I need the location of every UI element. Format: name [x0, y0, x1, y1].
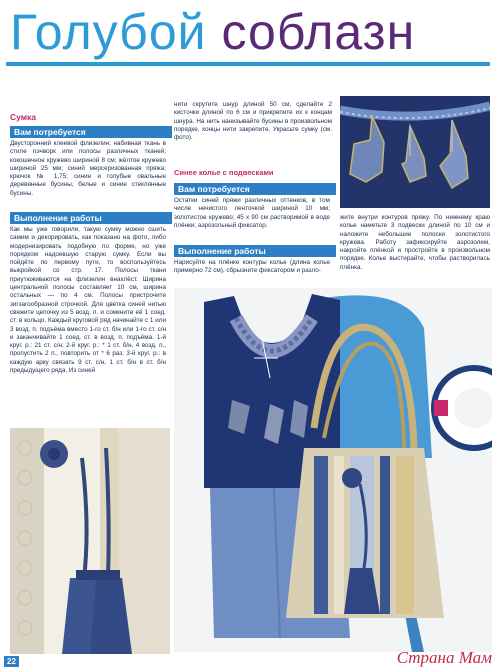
title-part-1: Голубой — [10, 4, 207, 60]
bag-work-label: Выполнение работы — [10, 212, 172, 224]
bag-work-continued: нити скрутите шнур длиной 50 см, сделайте 2 кисточки длиной по 6 см и прикрепите их к концам шнура. На нить нанизывайте бусины в произвольном порядке, концы нити закрепите. Украсьте сумку (см. фото). — [174, 101, 332, 142]
necklace-need-text: Остатки синей пряжи различных оттенков, в том числе нечистого ленточкой шириной 10 мм; золотистое кружево; 45 х 90 см растворимой в воде плёнки; аэрозольный фиксатор. — [174, 197, 330, 229]
bag-need-text: Двусторонний клеевой флизелин; набивная ткань в стиле пэчворк или полосы различных тканей; кокошечное кружево шириной 8 см; жёлтое кружево шириной 25 мм; синий мерсеризованная пряжа; крючок № 1,75; синие и голубые овальные деревянные бусины, белые и синие стеклянные бусины. — [10, 140, 166, 197]
page-number: 22 — [4, 656, 19, 667]
bag-heading: Сумка — [10, 112, 37, 122]
title-part-2: соблазн — [221, 4, 416, 60]
model-photo — [174, 288, 492, 652]
necklace-work-label: Выполнение работы — [174, 245, 336, 257]
bag-need-label: Вам потребуется — [10, 126, 172, 138]
title-divider — [6, 62, 490, 66]
necklace-work-continued: жите внутри контуров пряжу. По нижнему краю колье наметьте 3 подвески длиной по 10 см и наложите небольшие полоски золотистого кружева. Работу зафиксируйте аэрозолем, накройте плёнкой и простройте в произвольном порядке. Колье выстирайте, чтобы растворилась плёнка. — [340, 214, 490, 271]
necklace-work-text: Нарисуйте на плёнке контуры колье (длина колье примерно 72 см), сбрызните фиксатором и разло- — [174, 259, 330, 275]
watermark: Страна Мам — [396, 648, 492, 667]
bag-tassel-photo — [10, 428, 170, 654]
necklace-detail-photo — [340, 96, 490, 208]
page-title — [10, 4, 415, 60]
necklace-need-label: Вам потребуется — [174, 183, 336, 195]
necklace-heading: Синее колье с подвесками — [174, 168, 274, 177]
bag-work-text: Как мы уже говорили, такую сумку можно сшить самим и декорировать, как показано на фото, либо модернизировать подобную по форме, но уже порядком надоевшую старую сумку. Если вы пойдёте по первому пути, то воспользуйтесь выкройкой со стр. 17. Полосы ткани приутюживаются на флизелин внахлёст. Ширина центральной полосы составляет 10 см, ширина остальных — по 4 см. Полосы пристрочите зигзагообразной строчкой. Для цветка синей нитью свяжите цепочку из 5 возд. п. и сомкните её 1 соед. ст. в кольцо. Каждый круговой ряд начинайте с 1 или 3 возд. п. подъёма вместо 1-го ст. б/н или 1-го ст. с/н и заканчивайте 1 соед. ст. в возд. п. подъёма. 1-й круг. р.: 21 ст. с/н; 2-й круг. р.: * 1 ст. б/н, 4 возд. п., пропустить 2 п., повторить от * 6 раз; 3-й круг. р.: в каждую арку связать 9 ст. с/н, 1 ст. б/н в ст. б/н предыдущего ряда. Из синей — [10, 226, 166, 375]
